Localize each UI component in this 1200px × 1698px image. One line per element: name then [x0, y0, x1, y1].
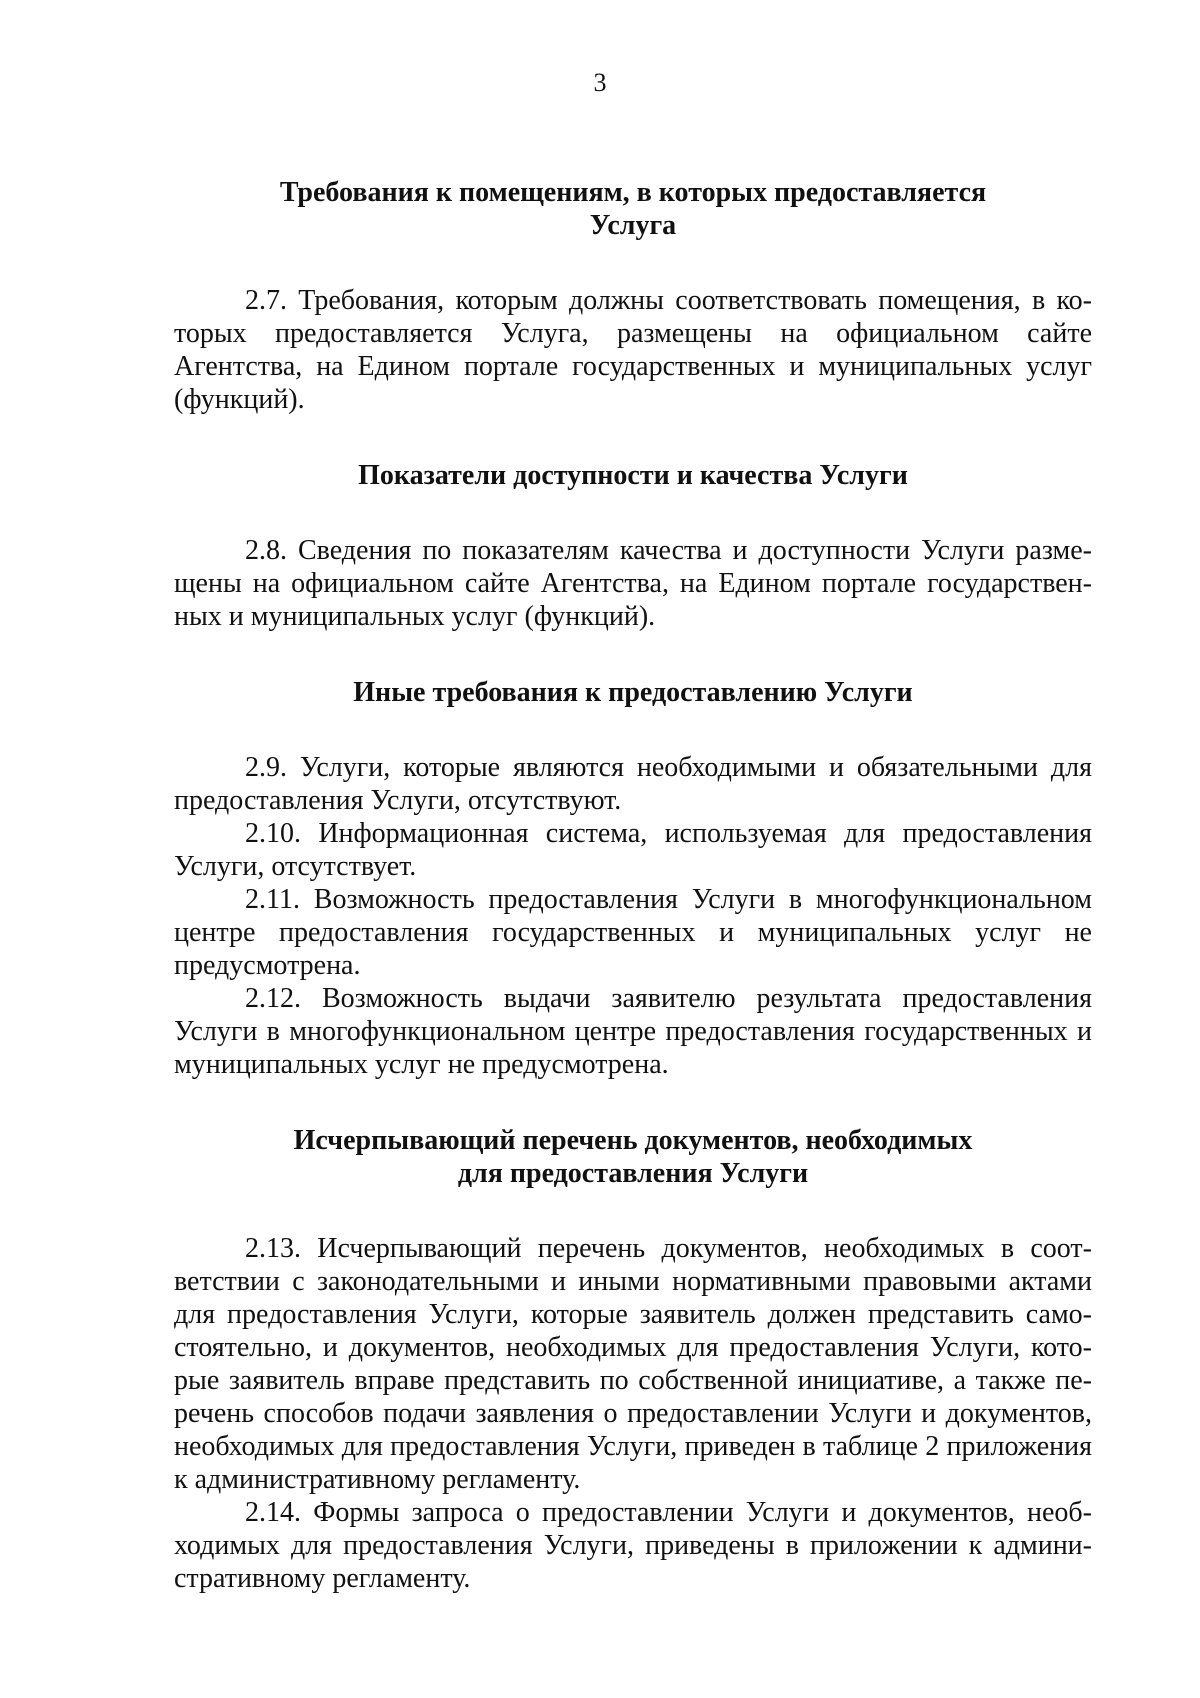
- paragraph-2-14: 2.14. Формы запроса о предоставлении Услуги и документов, необходимых для предоставления Услуги, приведены в приложении к административному регламенту.: [174, 1497, 1092, 1594]
- paragraph-2-9: 2.9. Услуги, которые являются необходимыми и обязательными для предоставления Услуги, отсутствуют.: [174, 752, 1092, 816]
- page-number: 3: [593, 68, 607, 97]
- section-heading: [174, 1124, 1092, 1190]
- heading-line: Показатели доступности и качества Услуги: [358, 460, 908, 491]
- paragraph-2-10: 2.10. Информационная система, используемая для предоставления Услуги, отсутствует.: [174, 818, 1092, 882]
- heading-line: Требования к помещениям, в которых предоставляется: [279, 177, 987, 208]
- section-heading: [174, 459, 1092, 492]
- paragraph-2-7: 2.7. Требования, которым должны соответствовать помещения, в которых предоставляется Услуга, размещены на официальном сайте Агентства, на Едином портале государственных и муниципальных услуг (функций).: [174, 285, 1092, 415]
- document-body: [174, 176, 1092, 1595]
- heading-line: Иные требования к предоставлению Услуги: [353, 677, 913, 708]
- heading-line: Исчерпывающий перечень документов, необходимых: [293, 1125, 973, 1156]
- paragraph-2-11: 2.11. Возможность предоставления Услуги в многофункциональном центре предоставления государственных и муниципальных услуг не предусмотрена.: [174, 884, 1092, 981]
- paragraph-2-8: 2.8. Сведения по показателям качества и доступности Услуги размещены на официальном сайте Агентства, на Едином портале государственных и муниципальных услуг (функций).: [174, 535, 1092, 632]
- section-heading: [174, 176, 1092, 242]
- paragraph-2-13: 2.13. Исчерпывающий перечень документов, необходимых в соответствии с законодательными и иными нормативными правовыми актами для предоставления Услуги, которые заявитель должен представить самостоятельно, и документов, необходимых для предоставления Услуги, которые заявитель вправе представить по собственной инициативе, а также перечень способов подачи заявления о предоставлении Услуги и документов, необходимых для предоставления Услуги, приведен в таблице 2 приложения к административному регламенту.: [174, 1233, 1092, 1495]
- heading-line: для предоставления Услуги: [457, 1158, 809, 1189]
- paragraph-2-12: 2.12. Возможность выдачи заявителю результата предоставления Услуги в многофункциональном центре предоставления государственных и муниципальных услуг не предусмотрена.: [174, 983, 1092, 1080]
- section-heading: [174, 676, 1092, 709]
- heading-line: Услуга: [589, 210, 677, 241]
